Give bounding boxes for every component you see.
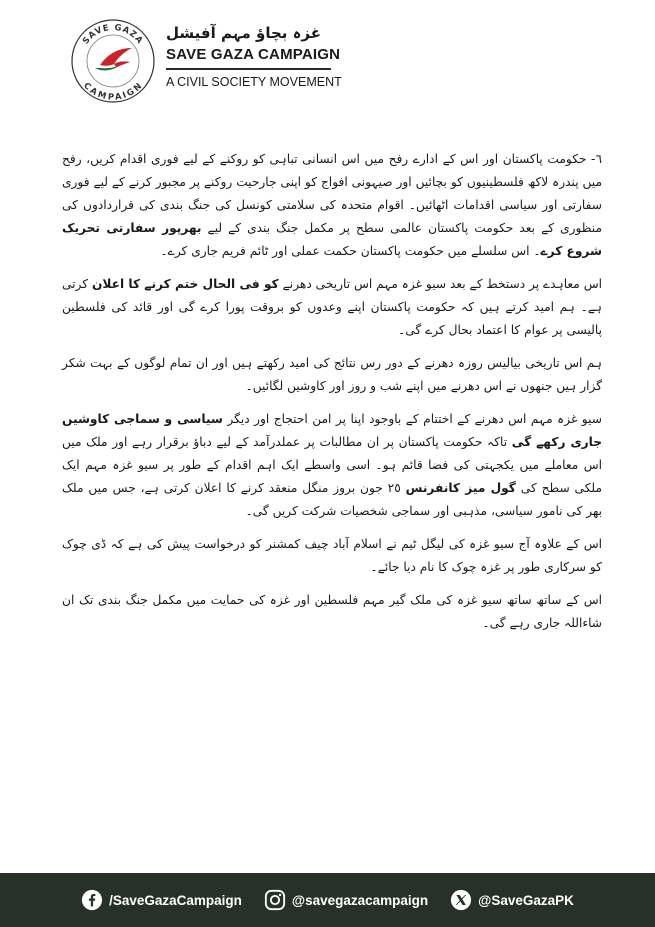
paragraph-conference: سیو غزہ مہم اس دھرنے کے اختتام کے باوجود اپنا پر امن احتجاج اور دیگر سیاسی و سماجی کاوشیں جاری رکھے گی تاکہ حکومت پاکستان پر ان مطالبات پر عملدرآمد کے لیے دباؤ برقرار رہے اور ملک میں اس معاملے میں یکجہتی کی فضا قائم ہو۔ اسی واسطے ایک اہم اقدام کے طور پر سیو غزہ مہم ایک ملکی سطح کی گول میز کانفرنس ٢٥ جون بروز منگل منعقد کرنے کا اعلان کرتی ہے، جس میں ملک بھر کی نامور سیاسی، مذہبی اور سماجی شخصیات شرکت کریں گی۔ [62,412,603,518]
facebook-handle: /SaveGazaCampaign [109,892,242,908]
facebook-icon [81,889,103,911]
brand-title: SAVE GAZA CAMPAIGN [166,46,341,63]
instagram-icon [264,889,286,911]
paragraph-legal-team: اس کے علاوہ آج سیو غزہ کی لیگل ٹیم نے اسلام آباد چیف کمشنر کو درخواست پیش کی ہے کہ ڈی چوک کو سرکاری طور پر غزہ چوک کا نام دیا جائے۔ [62,537,602,574]
logo-text-top: SAVE GAZA [81,22,145,47]
paragraph-continuation: اس کے ساتھ ساتھ سیو غزہ کی ملک گیر مہم فلسطین اور غزہ کی حمایت میں مکمل جنگ بندی تک ان شاءاللہ جاری رہے گی۔ [62,593,602,630]
paragraph-thanks: ہم اس تاریخی بیالیس روزہ دھرنے کے دور رس نتائج کی امید رکھتے ہیں اور ان تمام لوگوں کے بہت شکر گزار ہیں جنھوں نے اس دھرنے میں اپنے شب و روز اور کاوشیں لگائیں۔ [62,356,602,393]
facebook-link[interactable] [81,889,242,911]
brand-urdu-title: غزہ بچاؤ مہم آفیشل [166,24,322,42]
statement-body [62,148,602,645]
brand-divider [166,68,331,70]
paragraph-demands: ٦- حکومت پاکستان اور اس کے ادارے رفح میں اس انسانی تباہی کو روکنے کے لیے فوری اقدام کریں، رفح میں پندرہ لاکھ فلسطینیوں کو بچائیں اور صیہونی افواج کو اپنی جارحیت روکنے پر مجبور کرنے کے لیے فوری سفارتی اور سیاسی اقدامات اٹھائیں۔ اقوام متحدہ کی سلامتی کونسل کی جنگ بندی کی قراردادوں کی منظوری کے بعد حکومت پاکستان عالمی سطح پر مکمل جنگ بندی کے لیے بھرپور سفارتی تحریک شروع کرے۔ اس سلسلے میں حکومت پاکستان حکمت عملی اور ٹائم فریم جاری کرے۔ [62,152,602,258]
x-handle: @SaveGazaPK [478,892,574,908]
x-link[interactable] [450,889,574,911]
x-icon [450,889,472,911]
instagram-link[interactable] [264,889,428,911]
paragraph-sit-in-end: اس معاہدے پر دستخط کے بعد سیو غزہ مہم اس تاریخی دھرنے کو فی الحال ختم کرنے کا اعلان کرتی ہے۔ ہم امید کرتے ہیں کہ حکومت پاکستان اپنے وعدوں کو بروقت پورا کرے گی اور قائد کی فلسطین پالیسی پر عوام کا اعتماد بحال کرے گی۔ [62,277,602,337]
logo-text-bottom: CAMPAIGN [81,80,145,103]
letterhead [70,18,400,108]
social-footer [0,873,655,927]
brand-subtitle: A CIVIL SOCIETY MOVEMENT [166,75,342,89]
brand-block [166,24,342,89]
instagram-handle: @savegazacampaign [291,892,429,908]
save-gaza-logo [70,18,156,104]
